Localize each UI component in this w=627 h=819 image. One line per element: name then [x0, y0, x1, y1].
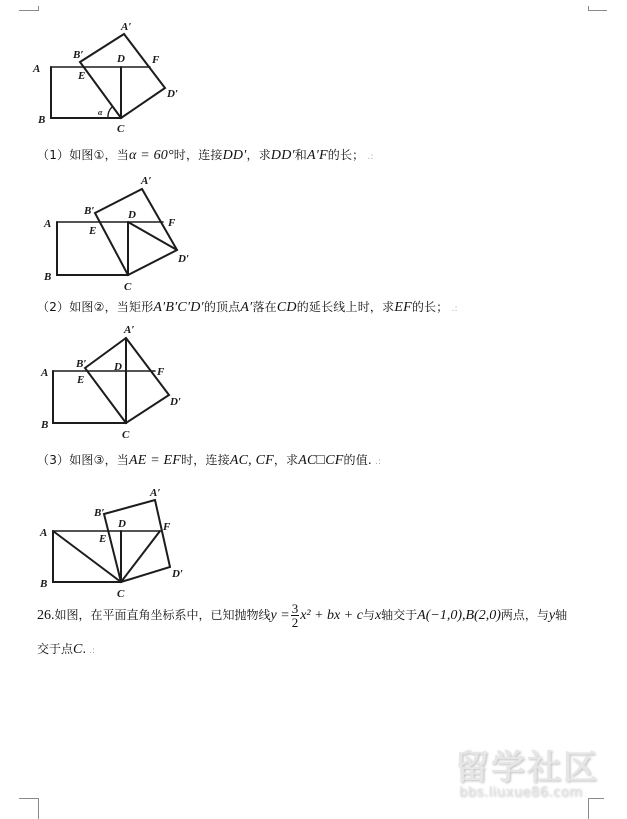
q2-text: 的顶点	[203, 300, 241, 314]
label-B: B	[44, 271, 52, 283]
label-B-prime: B′	[94, 507, 105, 519]
label-B: B	[38, 114, 46, 126]
watermark-url: bbs.liuxue86.com	[459, 785, 583, 800]
label-F: F	[152, 54, 160, 66]
label-F: F	[163, 521, 171, 533]
fraction-denominator: 2	[291, 615, 299, 630]
label-D-prime: D′	[172, 568, 184, 580]
p26-text: 如图，在平面直角坐标系中，已知抛物线	[54, 608, 271, 622]
q2-math-cd: CD	[276, 300, 297, 315]
p26-point-b: B(2,0)	[465, 608, 501, 623]
p26-eq-rhs: x² + bx + c	[300, 608, 363, 623]
label-F: F	[157, 366, 165, 378]
p26-line2-end: .	[82, 642, 87, 656]
p26-point-a: A(−1,0)	[417, 608, 462, 623]
label-A: A	[44, 218, 52, 230]
label-A-prime: A′	[121, 21, 132, 33]
q3-math-ae-ef: AE = EF	[129, 453, 182, 468]
q3-text: 时，连接	[181, 453, 230, 467]
label-D: D	[128, 209, 136, 221]
q1-text: 和	[294, 148, 307, 162]
paragraph-mark: .:	[367, 152, 374, 162]
q1-math-dd2: DD′	[270, 148, 295, 163]
q1-math-dd: DD′	[222, 148, 247, 163]
p26-text: 轴	[555, 608, 568, 622]
q3-suffix: 的值.	[343, 453, 372, 467]
q2-math-rect: A′B′C′D′	[153, 300, 204, 315]
p26-fraction	[291, 602, 300, 629]
label-A-prime: A′	[124, 324, 135, 336]
p26-var-c: C	[73, 642, 83, 657]
label-B: B	[40, 578, 48, 590]
label-C: C	[117, 123, 125, 135]
label-A-prime: A′	[141, 175, 152, 187]
q2-math-a: A′	[240, 300, 253, 315]
label-C: C	[124, 281, 132, 293]
label-A: A	[33, 63, 41, 75]
label-E: E	[89, 225, 97, 237]
problem-26-line-2	[37, 640, 95, 658]
q3-prefix: （3）如图③，当	[37, 453, 129, 467]
p26-eq-lhs: y =	[270, 608, 290, 623]
label-D: D	[117, 53, 125, 65]
paragraph-mark: .:	[374, 457, 382, 467]
q3-math-ac-cf: AC, CF	[229, 453, 274, 468]
q2-suffix: 的长；	[411, 300, 449, 314]
label-B-prime: B′	[76, 358, 87, 370]
q2-text: 的延长线上时，求	[296, 300, 395, 314]
q2-math-ef: EF	[394, 300, 412, 315]
label-E: E	[78, 70, 86, 82]
label-C: C	[122, 429, 130, 441]
q3-text: ，求	[273, 453, 299, 467]
label-D-prime: D′	[167, 88, 179, 100]
q1-prefix: （1）如图①，当	[37, 148, 129, 162]
p26-text: 两点，与	[500, 608, 549, 622]
watermark	[455, 750, 615, 810]
label-D-prime: D′	[170, 396, 182, 408]
fraction-numerator: 3	[291, 601, 299, 616]
label-A: A	[41, 367, 49, 379]
label-A-prime: A′	[150, 487, 161, 499]
label-E: E	[77, 374, 85, 386]
label-B-prime: B′	[84, 205, 95, 217]
label-A: A	[40, 527, 48, 539]
q2-text: 落在	[252, 300, 277, 314]
label-F: F	[168, 217, 176, 229]
label-D-prime: D′	[178, 253, 190, 265]
watermark-title: 留学社区	[455, 748, 599, 788]
p26-line2-text: 交于点	[37, 642, 74, 656]
p26-text: 轴交于	[381, 608, 418, 622]
p26-var-y: y	[548, 608, 556, 623]
label-B-prime: B′	[73, 49, 84, 61]
label-D: D	[114, 361, 122, 373]
label-C: C	[117, 588, 125, 600]
q1-text: 时，连接	[173, 148, 223, 162]
label-E: E	[99, 533, 107, 545]
p26-var-x: x	[374, 608, 382, 623]
label-alpha: α	[98, 108, 103, 117]
label-D: D	[118, 518, 126, 530]
p26-text: 与	[362, 608, 375, 622]
q1-suffix: 的长；	[327, 148, 365, 162]
q2-prefix: （2）如图②，当矩形	[37, 300, 154, 314]
label-B: B	[41, 419, 49, 431]
problem-number: 26.	[37, 608, 55, 623]
q1-math-af: A′F	[307, 148, 328, 163]
q1-math-alpha: α = 60°	[129, 148, 174, 163]
paragraph-mark: .:	[89, 646, 96, 656]
q1-text: ，求	[246, 148, 271, 162]
paragraph-mark: .:	[451, 304, 458, 314]
q3-math-ratio: AC□CF	[298, 453, 344, 468]
problem-26-line-1	[37, 602, 567, 629]
p26-sep: ,	[462, 608, 466, 623]
